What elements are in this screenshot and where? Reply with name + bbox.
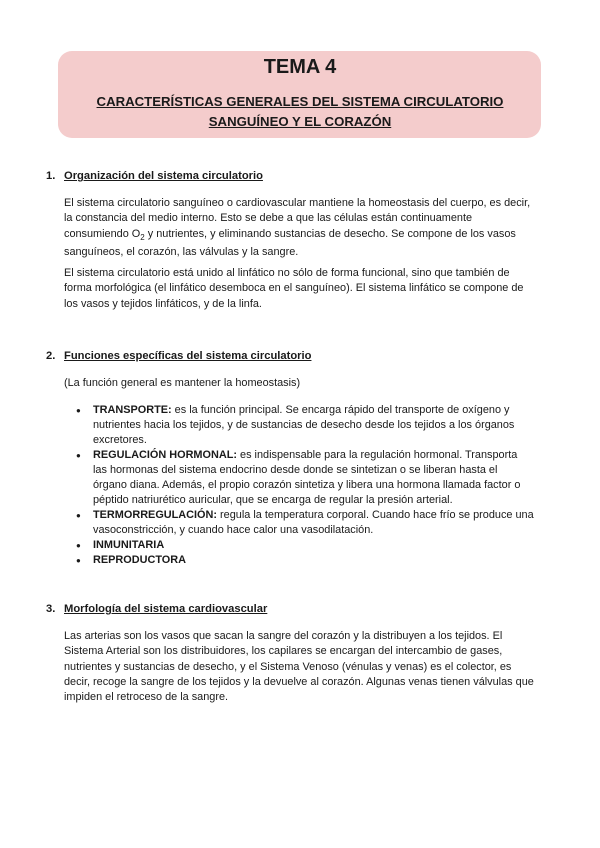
section-2-heading bbox=[46, 350, 311, 362]
list-item bbox=[64, 403, 534, 448]
paragraph-text: y nutrientes, y eliminando sustancias de desecho. Se compone de los vasos sanguíneos, el corazón, las válvulas y la sangre. bbox=[64, 227, 516, 259]
section-title: Morfología del sistema cardiovascular bbox=[64, 603, 268, 615]
item-term: INMUNITARIA bbox=[93, 539, 165, 551]
page-title: TEMA 4 bbox=[263, 56, 337, 78]
section-title: Funciones específicas del sistema circulatorio bbox=[64, 350, 312, 362]
list-item bbox=[64, 508, 534, 538]
section-2-intro: (La función general es mantener la homeostasis) bbox=[64, 377, 301, 389]
section-1-paragraph-1 bbox=[64, 196, 534, 260]
section-3-paragraph-1: Las arterias son los vasos que sacan la sangre del corazón y la distribuyen a los tejidos. El Sistema Arterial son los distribuidores, los capilares se encargan del intercambio de gases, nutrientes y sustancias de desecho, y el Sistema Venoso (vénulas y venas) es el colector, es decir, recoge la sangre de los tejidos y la devuelve al corazón. Algunas venas tienen válvulas que impiden el retroceso de la sangre. bbox=[64, 630, 534, 704]
item-text: regula la temperatura corporal. Cuando hace frío se produce una vasoconstricción, y cuando hace calor una vasodilatación. bbox=[93, 509, 534, 536]
section-1-heading bbox=[46, 170, 263, 182]
list-item bbox=[64, 538, 534, 553]
functions-list bbox=[64, 403, 534, 568]
item-term: REGULACIÓN HORMONAL: bbox=[93, 449, 237, 461]
item-term: TERMORREGULACIÓN: bbox=[93, 509, 218, 521]
paragraph-text: El sistema circulatorio sanguíneo o cardiovascular mantiene la homeostasis del cuerpo, es decir, la constancia del medio interno. Esto se debe a que las células están continuamente consumiendo O bbox=[64, 197, 531, 240]
subtitle-line-1: CARACTERÍSTICAS GENERALES DEL SISTEMA CIRCULATORIO bbox=[96, 94, 504, 109]
section-1-paragraph-2: El sistema circulatorio está unido al linfático no sólo de forma funcional, sino que también de forma morfológica (el linfático desemboca en el sanguíneo). El sistema linfático se compone de los vasos y tejidos linfáticos, y de la linfa. bbox=[64, 267, 524, 310]
section-number: 1. bbox=[46, 170, 56, 182]
item-text: es la función principal. Se encarga rápido del transporte de oxígeno y nutrientes hacia los tejidos, y de sustancias de desecho desde los tejidos a los órganos excretores. bbox=[93, 404, 515, 446]
section-title: Organización del sistema circulatorio bbox=[64, 170, 263, 182]
item-term: TRANSPORTE: bbox=[93, 404, 172, 416]
section-3-heading bbox=[46, 603, 267, 615]
list-item bbox=[64, 448, 534, 508]
item-text: es indispensable para la regulación hormonal. Transporta las hormonas del sistema endocrino desde donde se sintetizan o se liberan hasta el órgano diana. Además, el propio corazón sintetiza y libera una hormona llamada factor o péptido natriurético auricular, que se encarga de regular la presión arterial. bbox=[93, 449, 521, 506]
page-subtitle bbox=[60, 92, 540, 132]
subscript: 2 bbox=[140, 232, 145, 242]
item-term: REPRODUCTORA bbox=[93, 554, 186, 566]
section-number: 3. bbox=[46, 603, 56, 615]
list-item bbox=[64, 553, 534, 568]
subtitle-line-2: SANGUÍNEO Y EL CORAZÓN bbox=[208, 114, 392, 129]
section-number: 2. bbox=[46, 350, 56, 362]
